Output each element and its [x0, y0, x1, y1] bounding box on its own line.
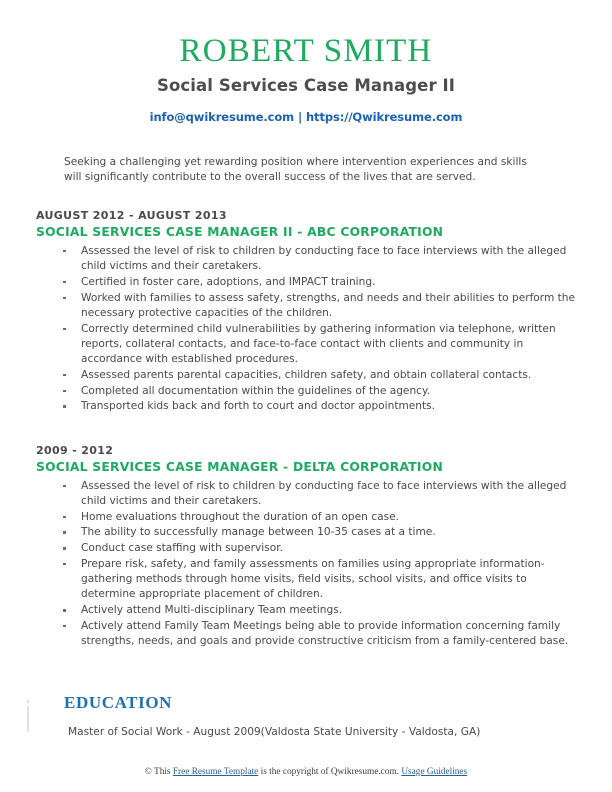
list-item: Prepare risk, safety, and family assessments on families using appropriate information-gathering methods through home visits, field visits, school visits, and office visits to determine appropriate placement of children. — [62, 557, 578, 603]
list-item: Conduct case staffing with supervisor. — [62, 541, 578, 556]
list-item: Actively attend Family Team Meetings being able to provide information concerning family strengths, needs, and goals and provide constructive criticism from a family-centered base. — [62, 619, 578, 650]
page-footer — [0, 767, 612, 777]
list-item: Worked with families to assess safety, strengths, and needs and their abilities to perform the necessary protective capacities of the children. — [62, 291, 578, 322]
list-item: Assessed the level of risk to children by conducting face to face interviews with the alleged child victims and their caretakers. — [62, 479, 578, 510]
education-entry: Master of Social Work - August 2009(Valdosta State University - Valdosta, GA) — [68, 726, 481, 739]
resume-content — [0, 155, 612, 741]
experience-dates: AUGUST 2012 - AUGUST 2013 — [36, 208, 227, 222]
summary-text: Seeking a challenging yet rewarding position where intervention experiences and skills will significantly contribute to the overall success of the lives that are served. — [64, 155, 527, 184]
education-section — [36, 693, 578, 740]
list-item: Actively attend Multi-disciplinary Team meetings. — [62, 603, 578, 618]
experience-role: SOCIAL SERVICES CASE MANAGER - DELTA CORPORATION — [36, 459, 443, 474]
list-item: Certified in foster care, adoptions, and IMPACT training. — [62, 275, 578, 290]
page-edge-artifact — [27, 706, 29, 732]
list-item: Assessed the level of risk to children by conducting face to face interviews with the alleged child victims and their caretakers. — [62, 244, 578, 275]
experience-entry-2 — [36, 444, 578, 650]
page-edge-artifact-secondary — [27, 700, 29, 703]
candidate-name: ROBERT SMITH — [179, 33, 433, 69]
footer-middle: is the copyright of Qwikresume.com. — [260, 767, 400, 777]
education-heading: EDUCATION — [64, 693, 173, 713]
free-resume-template-link[interactable]: Free Resume Template — [172, 767, 259, 777]
list-item: Assessed parents parental capacities, children safety, and obtain collateral contacts. — [62, 368, 578, 383]
list-item: Home evaluations throughout the duration of an open case. — [62, 510, 578, 525]
experience-bullet-list — [36, 244, 578, 415]
experience-role: SOCIAL SERVICES CASE MANAGER II - ABC CORPORATION — [36, 224, 444, 239]
contact-line[interactable]: info@qwikresume.com | https://Qwikresume.com — [149, 109, 463, 124]
list-item: The ability to successfully manage between 10-35 cases at a time. — [62, 525, 578, 540]
experience-bullet-list — [36, 479, 578, 650]
footer-prefix: © This — [144, 767, 171, 777]
usage-guidelines-link[interactable]: Usage Guidelines — [401, 767, 468, 777]
experience-entry-1 — [36, 209, 578, 415]
candidate-job-title: Social Services Case Manager II — [156, 75, 456, 95]
resume-header — [0, 0, 612, 124]
list-item: Correctly determined child vulnerabilities by gathering information via telephone, written reports, collateral contacts, and face-to-face contact with clients and community in accordance with established procedures. — [62, 322, 578, 368]
list-item: Transported kids back and forth to court and doctor appointments. — [62, 399, 578, 414]
experience-dates: 2009 - 2012 — [36, 443, 114, 457]
list-item: Completed all documentation within the guidelines of the agency. — [62, 384, 578, 399]
